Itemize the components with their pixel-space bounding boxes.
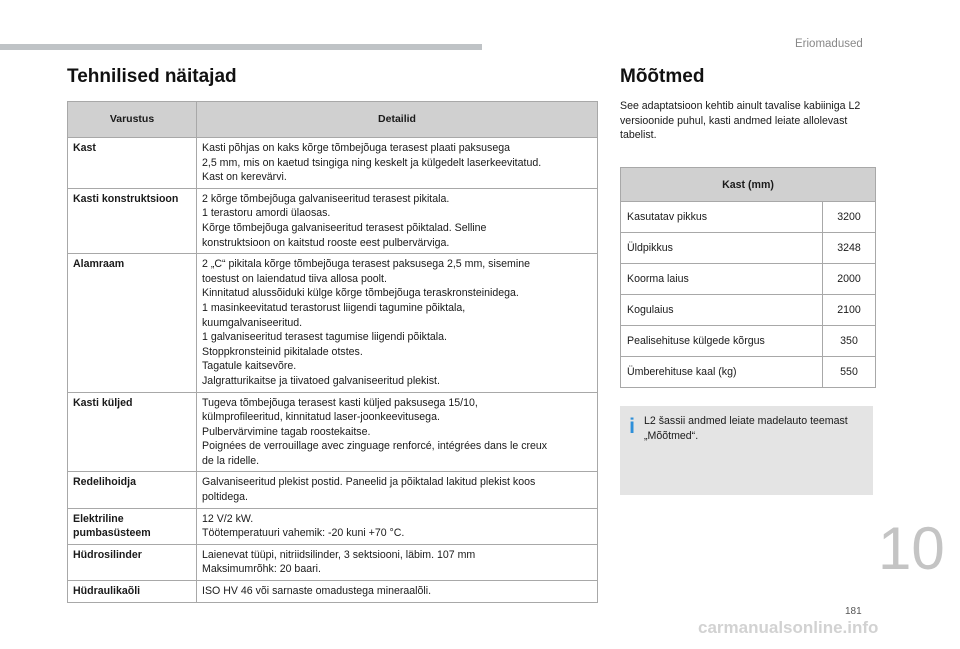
- table-row: [68, 544, 598, 580]
- spec-details: [197, 581, 598, 603]
- table-row: [621, 357, 876, 388]
- spec-line: 2 kõrge tõmbejõuga galvaniseeritud terasest pikitala.: [202, 192, 450, 205]
- dimension-value: 3248: [823, 233, 876, 264]
- table-row: [68, 392, 598, 472]
- spec-line: Galvaniseeritud plekist postid. Paneelid ja põiktalad lakitud plekist koos: [202, 476, 536, 489]
- spec-line: külmprofileeritud, kinnitatud laser-joonkeevitusega.: [202, 411, 440, 424]
- spec-line: Pulbervärvimine tagab roostekaitse.: [202, 425, 371, 438]
- spec-line: 1 masinkeevitatud terastorust liigendi tagumine põiktala,: [202, 301, 466, 314]
- dimension-value: 2100: [823, 295, 876, 326]
- dimension-label: Koorma laius: [621, 264, 823, 295]
- spec-key: Kasti konstruktsioon: [68, 188, 197, 253]
- specs-col-equipment: Varustus: [68, 102, 197, 138]
- spec-line: toestust on laiendatud tiiva allosa poolt.: [202, 272, 387, 285]
- spec-details: [197, 254, 598, 392]
- table-row: [68, 581, 598, 603]
- table-row: [68, 254, 598, 392]
- spec-details: [197, 508, 598, 544]
- dimension-value: 2000: [823, 264, 876, 295]
- spec-line: 1 terastoru amordi ülaosas.: [202, 207, 331, 220]
- dimension-label: Ümberehituse kaal (kg): [621, 357, 823, 388]
- spec-key: Alamraam: [68, 254, 197, 392]
- table-row: [621, 326, 876, 357]
- technical-specs-title: Tehnilised näitajad: [67, 66, 237, 87]
- spec-key: Kast: [68, 138, 197, 189]
- spec-key: Hüdrosilinder: [68, 544, 197, 580]
- header-bar: [0, 44, 482, 50]
- spec-key: Elektriline pumbasüsteem: [68, 508, 197, 544]
- spec-line: Jalgratturikaitse ja tiivatoed galvaniseeritud plekist.: [202, 374, 440, 387]
- spec-line: kuumgalvaniseeritud.: [202, 316, 303, 329]
- spec-line: konstruktsioon on kaitstud rooste eest pulbervärviga.: [202, 236, 450, 249]
- section-label: Eriomadused: [795, 38, 863, 50]
- info-note: [620, 406, 873, 495]
- dimension-label: Üldpikkus: [621, 233, 823, 264]
- spec-details: [197, 392, 598, 472]
- info-note-text: L2 šassii andmed leiate madelauto teemast „Mõõtmed“.: [644, 415, 848, 442]
- spec-line: Kõrge tõmbejõuga galvaniseeritud terasest põiktalad. Selline: [202, 221, 487, 234]
- info-icon: i: [629, 415, 635, 438]
- spec-details: [197, 188, 598, 253]
- spec-key: Kasti küljed: [68, 392, 197, 472]
- specs-table: [67, 101, 598, 603]
- spec-key: Hüdraulikaõli: [68, 581, 197, 603]
- spec-line: Töötemperatuuri vahemik: -20 kuni +70 °C.: [202, 527, 405, 540]
- dimensions-table: [620, 167, 876, 388]
- table-row: [68, 138, 598, 189]
- chapter-number: 10: [878, 515, 945, 582]
- spec-line: Stoppkronsteinid pikitalade otstes.: [202, 345, 363, 358]
- spec-line: Kinnitatud alussõiduki külge kõrge tõmbejõuga teraskronsteinidega.: [202, 287, 519, 300]
- dimensions-header-row: [621, 168, 876, 202]
- spec-line: Maksimumrõhk: 20 baari.: [202, 563, 321, 576]
- spec-details: [197, 138, 598, 189]
- dimension-label: Pealisehituse külgede kõrgus: [621, 326, 823, 357]
- table-row: [68, 472, 598, 508]
- dimension-value: 3200: [823, 202, 876, 233]
- spec-line: 12 V/2 kW.: [202, 512, 254, 525]
- spec-line: de la ridelle.: [202, 454, 260, 467]
- page-number: 181: [845, 606, 862, 617]
- spec-line: 2,5 mm, mis on kaetud tsingiga ning keskelt ja külgedelt laserkeevitatud.: [202, 156, 542, 169]
- spec-details: [197, 472, 598, 508]
- dimension-label: Kasutatav pikkus: [621, 202, 823, 233]
- specs-header-row: [68, 102, 598, 138]
- dimension-label: Kogulaius: [621, 295, 823, 326]
- table-row: [621, 202, 876, 233]
- watermark: carmanualsonline.info: [698, 618, 879, 637]
- dimension-value: 350: [823, 326, 876, 357]
- dimensions-header: Kast (mm): [621, 168, 876, 202]
- spec-line: poltidega.: [202, 491, 248, 504]
- table-row: [621, 264, 876, 295]
- spec-line: 1 galvaniseeritud terasest tagumise liigendi põiktala.: [202, 331, 447, 344]
- spec-line: Kast on kerevärvi.: [202, 171, 287, 184]
- table-row: [621, 295, 876, 326]
- dimension-value: 550: [823, 357, 876, 388]
- spec-line: Poignées de verrouillage avec zinguage renforcé, intégrées dans le creux: [202, 440, 548, 453]
- specs-col-details: Detailid: [197, 102, 598, 138]
- spec-key: Redelihoidja: [68, 472, 197, 508]
- spec-line: Tugeva tõmbejõuga terasest kasti küljed paksusega 15/10,: [202, 396, 478, 409]
- spec-details: [197, 544, 598, 580]
- spec-line: Tagatule kaitsevõre.: [202, 360, 297, 373]
- dimensions-title: Mõõtmed: [620, 66, 705, 87]
- spec-line: ISO HV 46 või sarnaste omadustega mineraalõli.: [202, 585, 432, 598]
- dimensions-intro: See adaptatsioon kehtib ainult tavalise kabiiniga L2 versioonide puhul, kasti andmed leiate allolevast tabelist.: [620, 100, 861, 142]
- table-row: [68, 188, 598, 253]
- spec-line: 2 „C“ pikitala kõrge tõmbejõuga terasest paksusega 2,5 mm, sisemine: [202, 258, 530, 271]
- table-row: [621, 233, 876, 264]
- spec-line: Kasti põhjas on kaks kõrge tõmbejõuga terasest plaati paksusega: [202, 142, 510, 154]
- spec-line: Laienevat tüüpi, nitriidsilinder, 3 sektsiooni, läbim. 107 mm: [202, 548, 476, 561]
- table-row: [68, 508, 598, 544]
